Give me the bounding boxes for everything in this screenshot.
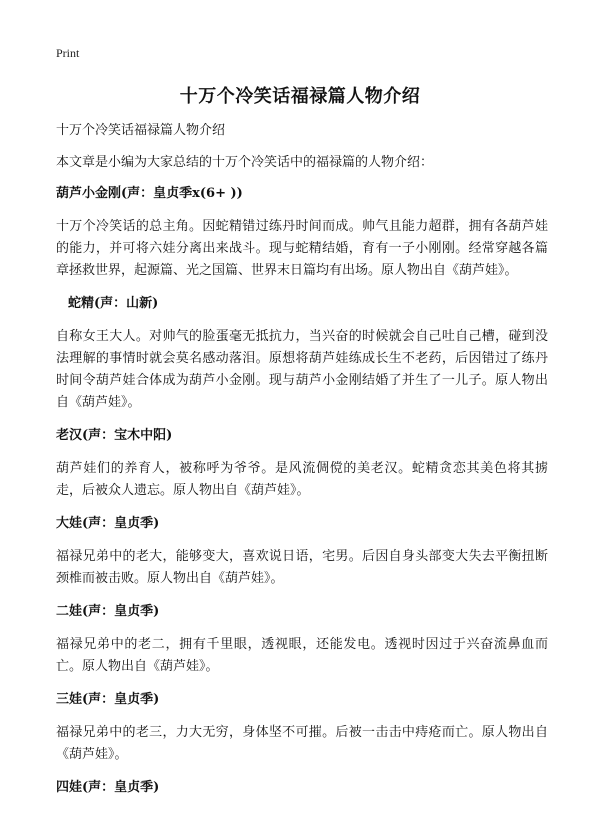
character-heading: 蛇精(声：山新) bbox=[68, 296, 159, 311]
character-heading: 二娃(声：皇贞季) bbox=[56, 604, 160, 619]
character-description: 自称女王大人。对帅气的脸蛋毫无抵抗力，当兴奋的时候就会自己吐自己槽，碰到没法理解的事情时就会莫名感动落泪。原想将葫芦娃练成长生不老药，后因错过了练丹时间令葫芦娃合体成为葫芦小金刚。现与葫芦小金刚结婚了并生了一儿子。原人物出自《葫芦娃》。 bbox=[56, 329, 548, 410]
character-heading: 四娃(声：皇贞季) bbox=[56, 780, 160, 795]
character-description: 福禄兄弟中的老三，力大无穷，身体坚不可摧。后被一击击中痔疮而亡。原人物出自《葫芦娃》。 bbox=[56, 725, 548, 762]
article-body bbox=[56, 120, 548, 810]
article-subtitle: 十万个冷笑话福禄篇人物介绍 bbox=[56, 123, 226, 138]
character-heading: 大娃(声：皇贞季) bbox=[56, 516, 160, 531]
character-heading: 老汉(声：宝木中阳) bbox=[56, 428, 173, 443]
character-description: 十万个冷笑话的总主角。因蛇精错过练丹时间而成。帅气且能力超群，拥有各葫芦娃的能力，并可将六娃分离出来战斗。现与蛇精结婚，育有一子小刚刚。经常穿越各篇章拯救世界，起源篇、光之国篇、世界末日篇均有出场。原人物出自《葫芦娃》。 bbox=[56, 219, 548, 278]
character-heading: 三娃(声：皇贞季) bbox=[56, 692, 160, 707]
page-title: 十万个冷笑话福禄篇人物介绍 bbox=[179, 86, 421, 107]
character-description: 福禄兄弟中的老大，能够变大，喜欢说日语，宅男。后因自身头部变大失去平衡扭断颈椎而被击败。原人物出自《葫芦娃》。 bbox=[56, 549, 548, 586]
article-intro: 本文章是小编为大家总结的十万个冷笑话中的福禄篇的人物介绍： bbox=[56, 155, 434, 170]
character-description: 葫芦娃们的养育人，被称呼为爷爷。是风流倜傥的美老汉。蛇精贪恋其美色将其掳走，后被众人遗忘。原人物出自《葫芦娃》。 bbox=[56, 461, 548, 498]
print-label: Print bbox=[56, 46, 80, 60]
character-heading: 葫芦小金刚(声：皇贞季x(6+ )) bbox=[56, 186, 243, 201]
character-description: 福禄兄弟中的老二，拥有千里眼，透视眼，还能发电。透视时因过于兴奋流鼻血而亡。原人物出自《葫芦娃》。 bbox=[56, 637, 548, 674]
